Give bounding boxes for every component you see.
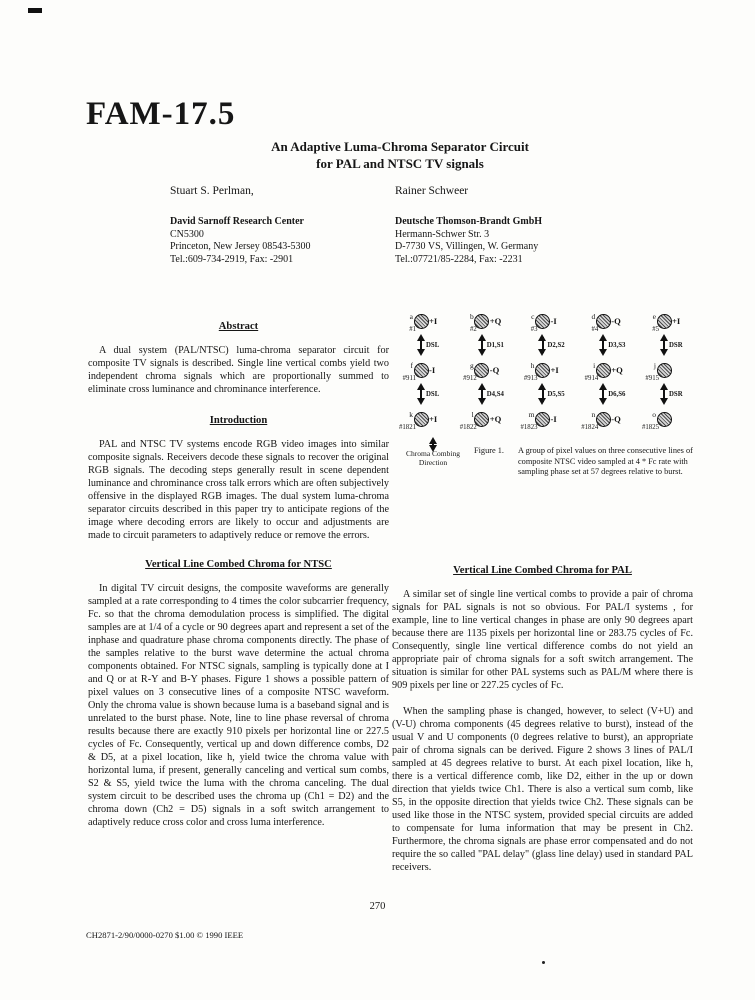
double-arrow-icon <box>602 386 604 402</box>
double-arrow-icon <box>481 386 483 402</box>
scan-speck <box>542 961 545 964</box>
affiliation-line: Deutsche Thomson-Brandt GmbH <box>395 216 543 227</box>
comb-label: D3,S3 <box>608 342 626 349</box>
affiliation-line: CN5300 <box>170 228 204 240</box>
paper-id: FAM-17.5 <box>86 96 236 132</box>
pixel-value: +I <box>672 316 681 326</box>
page-number: 270 <box>369 901 386 912</box>
double-arrow-icon <box>663 386 665 402</box>
pixel-number: #1821 <box>399 424 416 431</box>
pixel-number: #1824 <box>581 424 599 431</box>
double-arrow-icon <box>481 337 483 353</box>
comb-label: D1,S1 <box>486 342 504 349</box>
comb-label: D5,S5 <box>547 391 565 398</box>
pixel-number: #1825 <box>642 424 659 431</box>
pixel-letter: j <box>653 361 656 370</box>
comb-arrow <box>574 329 632 363</box>
introduction-paragraph: PAL and NTSC TV systems encode RGB video images into similar composite signals. Receivers decode these signals to recover the original RGB signals. The decoding steps generally result in scene dependent luminance and chrominance cross talk errors which are often subjectively offensive in the displayed RGB images. The dual system luma-chroma separator circuits described in this paper try to anticipate regions of the image where decoding errors are likely to occur and adjustments are made to circuit parameters to adaptively reduce or remove the errors. <box>88 439 389 541</box>
pixel-value: -I <box>550 316 557 326</box>
comb-arrow <box>392 378 450 412</box>
left-column <box>88 320 389 842</box>
paper-title-line2: for PAL and NTSC TV signals <box>316 156 484 171</box>
paper-title <box>140 138 660 172</box>
pixel-letter: d <box>591 312 596 321</box>
comb-label: D2,S2 <box>547 342 565 349</box>
affiliation-line: D-7730 VS, Villingen, W. Germany <box>395 241 539 252</box>
paper-title-line1: An Adaptive Luma-Chroma Separator Circuit <box>271 139 529 154</box>
pal-paragraph-1: A similar set of single line vertical combs to provide a pair of chroma signals for PAL signals is not so obvious. For PAL/I systems , for example, line to line vertical changes in phase are only 90 degrees apart because there are 1135 pixels per horizontal line or 283.75 cycles of Fc. Consequently, single line vertical difference combs do not yield an appropriate pair of chroma signals for a soft switch arrangement. The situation is similar for other PAL systems such as PAL/M where there is 909 pixels per line or 227.25 cycles of Fc. <box>392 589 693 691</box>
pixel-number: #1822 <box>459 424 477 431</box>
pixel-node <box>574 312 632 333</box>
pixel-node <box>574 410 632 431</box>
pixel-letter: i <box>593 361 596 370</box>
pixel-number: #911 <box>402 375 416 382</box>
comb-arrow <box>392 329 450 363</box>
pixel-number: #1823 <box>520 424 538 431</box>
combing-label-line2: Direction <box>418 458 448 467</box>
section-heading-introduction: Introduction <box>209 415 268 426</box>
double-arrow-icon <box>602 337 604 353</box>
pixel-node <box>453 410 511 431</box>
pixel-number: #915 <box>645 375 659 382</box>
comb-arrow <box>514 329 572 363</box>
double-arrow-icon <box>420 386 422 402</box>
pixel-letter: n <box>591 410 596 419</box>
double-arrow-icon <box>420 337 422 353</box>
pixel-value: +Q <box>489 316 502 326</box>
pixel-number: #914 <box>584 375 599 382</box>
double-arrow-icon <box>663 337 665 353</box>
pixel-value: +Q <box>611 365 623 375</box>
comb-label: DSR <box>669 342 683 349</box>
pixel-number: #2 <box>469 326 477 333</box>
pixel-column-3 <box>514 312 572 431</box>
comb-arrow <box>514 378 572 412</box>
combing-label-line1: Chroma Combing <box>406 449 460 458</box>
section-heading-abstract: Abstract <box>218 321 259 332</box>
ntsc-paragraph: In digital TV circuit designs, the composite waveforms are generally sampled at a rate corresponding to 4 times the color subcarrier frequency, Fc. so that the chroma demodulation process is simplified. The digital samples are at 1/4 of a cycle or 90 degrees apart and represent a set of the inphase and quadrature phase chroma components directly. The phase of the samples relative to the burst wave determine the actual chroma components obtained. For NTSC signals, sampling is typically done at I and Q or at R-Y and B-Y phases. Figure 1 shows a possible pattern of pixel values on 3 consecutive lines of a composite NTSC waveform. Only the chroma value is shown because luma is a baseband signal and is unrelated to the burst phase. Note, line to line phase reversal of chroma results because there are exactly 910 pixels per horizontal line or 227.5 cycles of Fc. Consequently, vertical up and down difference combs, D2 & D5, at a pixel location, like h, yield twice the chroma value with horizontal luma, if present, generally canceling and vertical sum combs, S2 & S5, yield twice the luma with the chroma canceling. The dual system circuit to be described uses the chroma up (Ch1 = D2) and the chroma down (Ch2 = D5) signals in a soft switch arrangement to adaptively reduce cross color and cross luma interference. <box>88 583 389 828</box>
comb-arrow <box>574 378 632 412</box>
pixel-letter: g <box>470 361 474 370</box>
copyright-line: CH2871-2/90/0000-0270 $1.00 © 1990 IEEE <box>86 930 244 940</box>
pixel-node <box>635 410 693 431</box>
pixel-column-1 <box>392 312 450 431</box>
pixel-letter: f <box>410 361 413 370</box>
pixel-value: -Q <box>611 414 621 424</box>
pixel-letter: e <box>652 312 656 321</box>
comb-label: DSR <box>669 391 683 398</box>
pixel-node <box>514 312 572 333</box>
section-heading-ntsc: Vertical Line Combed Chroma for NTSC <box>145 559 332 570</box>
comb-arrow <box>453 378 511 412</box>
pixel-value: -I <box>429 365 436 375</box>
pixel-letter: o <box>652 410 656 419</box>
pixel-value: -Q <box>611 316 621 326</box>
comb-arrow <box>635 378 693 412</box>
pixel-node <box>514 410 572 431</box>
pixel-letter: l <box>471 410 474 419</box>
figure-1-caption-row <box>392 440 693 478</box>
affiliation-line: Hermann-Schwer Str. 3 <box>395 228 490 240</box>
affiliation-line: Princeton, New Jersey 08543-5300 <box>170 241 311 252</box>
comb-label: D6,S6 <box>608 391 626 398</box>
pixel-letter: a <box>409 312 413 321</box>
pixel-node <box>453 361 511 382</box>
pixel-column-4 <box>574 312 632 431</box>
double-arrow-icon <box>542 337 544 353</box>
pixel-number: #913 <box>523 375 538 382</box>
pixel-letter: b <box>470 312 474 321</box>
abstract-paragraph: A dual system (PAL/NTSC) luma-chroma separator circuit for composite TV signals is described. Single line vertical combs yield two independent chroma signals which are proportionally summed to eliminate cross luminance and chrominance interference. <box>88 345 389 395</box>
pixel-letter: c <box>531 312 535 321</box>
comb-arrow <box>635 329 693 363</box>
pixel-node <box>514 361 572 382</box>
pixel-node <box>392 410 450 431</box>
author-name: Rainer Schweer <box>395 185 469 197</box>
pixel-number: #5 <box>652 326 659 333</box>
author-name: Stuart S. Perlman, <box>170 185 254 197</box>
double-arrow-icon <box>542 386 544 402</box>
pixel-value: +I <box>429 414 438 424</box>
pixel-value: +I <box>429 316 438 326</box>
pixel-value: -Q <box>489 365 500 375</box>
figure-caption-text: A group of pixel values on three consecutive lines of composite NTSC video sampled at 4 * Fc rate with sampling phase set at 57 degrees relative to burst. <box>518 446 693 476</box>
pixel-value: +Q <box>489 414 502 424</box>
pixel-value: -I <box>550 414 557 424</box>
pixel-node <box>453 312 511 333</box>
pixel-node <box>635 312 693 333</box>
pixel-number: #4 <box>591 326 599 333</box>
figure-1-pixel-grid <box>392 312 693 431</box>
author-affiliation <box>395 216 542 266</box>
comb-label: DSL <box>426 391 440 398</box>
affiliation-line: Tel.:07721/85-2284, Fax: -2231 <box>395 253 523 265</box>
comb-label: D4,S4 <box>486 391 504 398</box>
pixel-number: #1 <box>409 326 416 333</box>
affiliation-line: David Sarnoff Research Center <box>170 216 304 227</box>
pixel-number: #3 <box>530 326 538 333</box>
pixel-node <box>392 312 450 333</box>
pixel-node <box>392 361 450 382</box>
author-affiliation <box>170 216 311 266</box>
affiliation-line: Tel.:609-734-2919, Fax: -2901 <box>170 253 294 265</box>
figure-caption-label: Figure 1. <box>474 446 504 455</box>
right-column <box>392 312 693 887</box>
section-heading-pal: Vertical Line Combed Chroma for PAL <box>453 565 632 576</box>
pixel-node <box>635 361 693 382</box>
pixel-value: +I <box>550 365 559 375</box>
figure-1 <box>392 312 693 520</box>
pixel-column-5 <box>635 312 693 431</box>
pixel-column-2 <box>453 312 511 431</box>
comb-label: DSL <box>426 342 440 349</box>
pixel-letter: h <box>530 361 535 370</box>
pixel-letter: k <box>409 410 413 419</box>
figure-1-caption <box>474 440 693 478</box>
double-arrow-icon <box>432 440 434 449</box>
chroma-combing-direction <box>392 440 474 478</box>
pal-paragraph-2: When the sampling phase is changed, however, to select (V+U) and (V-U) chroma components (45 degrees relative to burst), instead of the usual V and U components (0 degrees relative to burst), an appropriate pair of chroma signals can be derived. Figure 2 shows 3 lines of PAL/I sampled at 45 degrees relative to burst. At each pixel location, like h, there is a vertical difference comb, like D2, either in the up or down direction that yields twice Ch1. There is also a vertical sum comb, like S5, in the opposite direction that yields twice Ch2. These signals can be used like those in the NTSC system, provided special circuits are added to compensate for luma information that may be present in Ch2. Furthermore, the chroma signals are phase error compensated and do not require the so called "PAL delay" (glass line delay) used in standard PAL receivers. <box>392 706 693 873</box>
comb-arrow <box>453 329 511 363</box>
scan-mark <box>28 8 42 13</box>
pixel-letter: m <box>528 410 535 419</box>
pixel-number: #912 <box>463 375 477 382</box>
pixel-node <box>574 361 632 382</box>
